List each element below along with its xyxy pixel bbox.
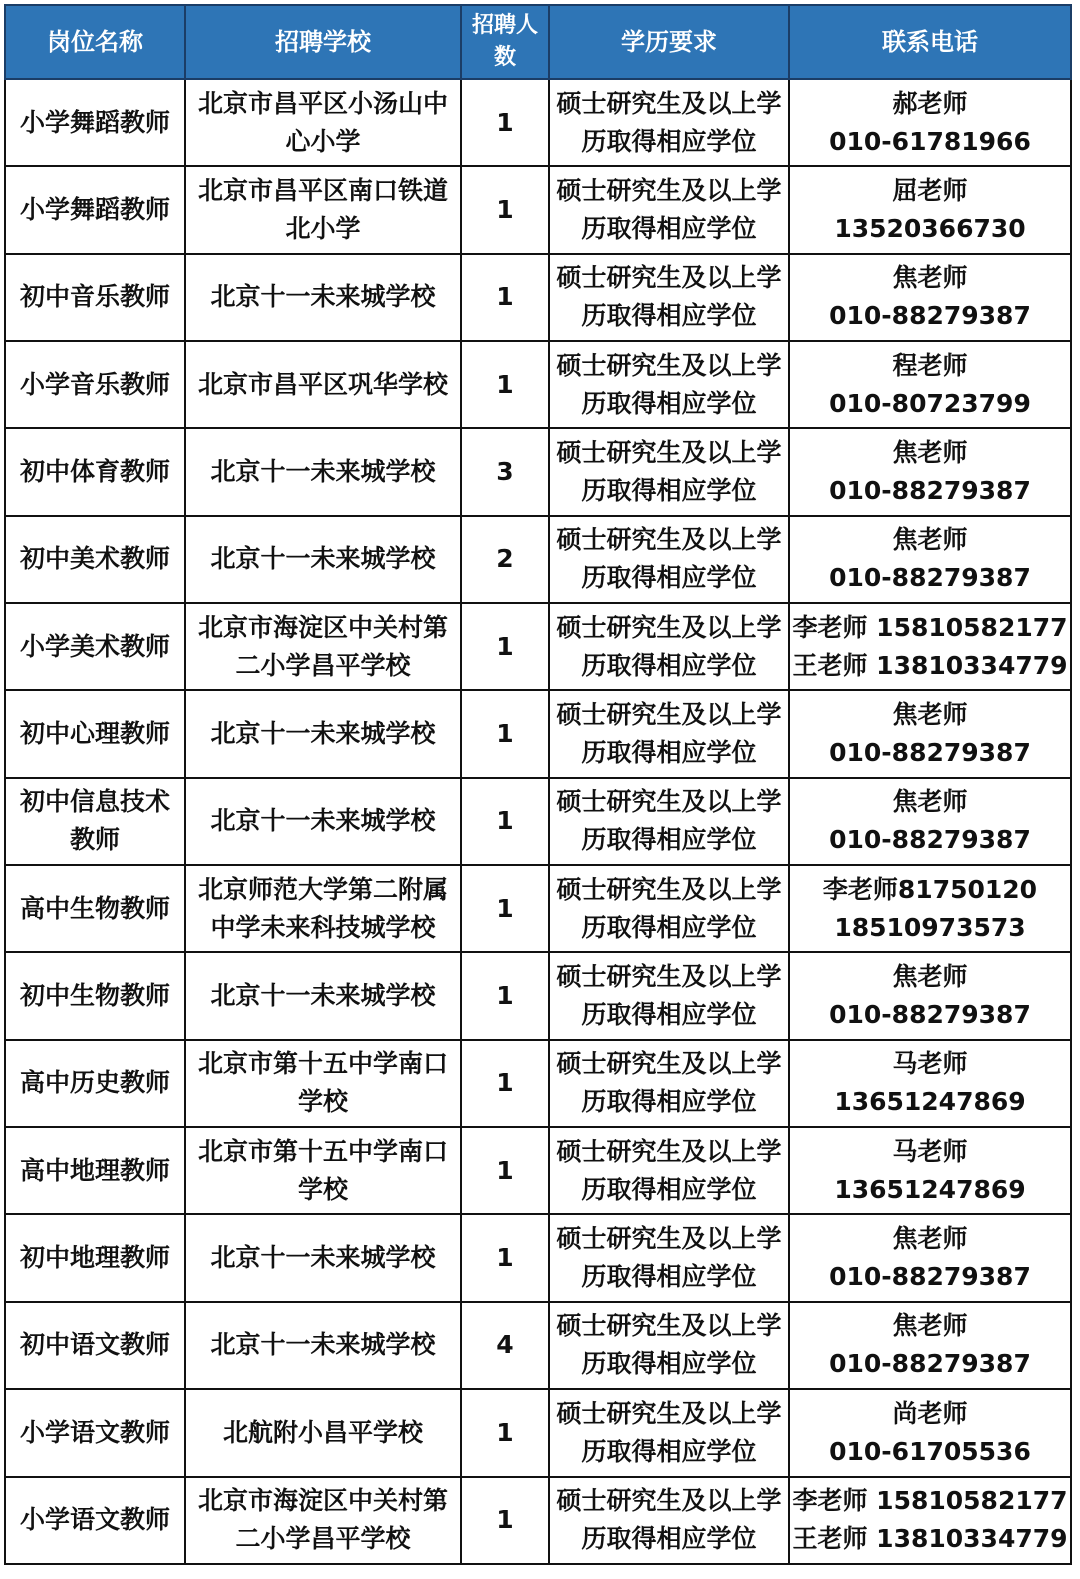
contact-line: 尚老师 [892,1398,968,1428]
contact-line: 010-80723799 [829,388,1031,418]
table-row [5,1389,1071,1476]
education-cell: 硕士研究生及以上学历取得相应学位 [549,254,789,341]
contact-cell [789,341,1071,428]
contact-line: 13651247869 [834,1174,1026,1204]
contact-line: 焦老师 [892,1311,968,1341]
recruitment-table [4,4,1072,1565]
count-cell: 1 [461,166,549,253]
school-cell: 北航附小昌平学校 [185,1389,461,1476]
position-cell: 初中音乐教师 [5,254,185,341]
school-cell: 北京十一未来城学校 [185,428,461,515]
count-cell: 1 [461,254,549,341]
contact-line: 马老师 [892,1136,968,1166]
school-cell: 北京十一未来城学校 [185,254,461,341]
education-cell: 硕士研究生及以上学历取得相应学位 [549,865,789,952]
school-cell: 北京市第十五中学南口学校 [185,1040,461,1127]
position-cell: 小学语文教师 [5,1389,185,1476]
table-row [5,1040,1071,1127]
table-row [5,516,1071,603]
table-header-row [5,5,1071,79]
position-cell: 小学舞蹈教师 [5,79,185,166]
contact-line: 王老师 13810334779 [792,1524,1068,1554]
contact-cell [789,1040,1071,1127]
contact-line: 焦老师 [892,1224,968,1254]
contact-cell [789,952,1071,1039]
contact-cell [789,865,1071,952]
education-cell: 硕士研究生及以上学历取得相应学位 [549,1040,789,1127]
count-cell: 1 [461,1214,549,1301]
contact-line: 010-88279387 [829,1262,1031,1292]
table-row [5,1302,1071,1389]
education-cell: 硕士研究生及以上学历取得相应学位 [549,603,789,690]
school-cell: 北京十一未来城学校 [185,1214,461,1301]
contact-line: 010-88279387 [829,738,1031,768]
contact-cell [789,1302,1071,1389]
count-cell: 2 [461,516,549,603]
education-cell: 硕士研究生及以上学历取得相应学位 [549,341,789,428]
contact-cell [789,1477,1071,1564]
position-cell: 初中地理教师 [5,1214,185,1301]
header-school: 招聘学校 [185,5,461,79]
count-cell: 1 [461,1477,549,1564]
school-cell: 北京市第十五中学南口学校 [185,1127,461,1214]
count-cell: 1 [461,79,549,166]
table-row [5,254,1071,341]
contact-cell [789,1389,1071,1476]
count-cell: 1 [461,778,549,865]
header-contact: 联系电话 [789,5,1071,79]
education-cell: 硕士研究生及以上学历取得相应学位 [549,1302,789,1389]
count-cell: 1 [461,341,549,428]
table-row [5,690,1071,777]
contact-line: 010-88279387 [829,563,1031,593]
contact-cell [789,1214,1071,1301]
contact-line: 焦老师 [892,525,968,555]
table-row [5,428,1071,515]
table-row [5,778,1071,865]
count-cell: 1 [461,865,549,952]
header-position: 岗位名称 [5,5,185,79]
education-cell: 硕士研究生及以上学历取得相应学位 [549,166,789,253]
count-cell: 1 [461,690,549,777]
table-row [5,166,1071,253]
education-cell: 硕士研究生及以上学历取得相应学位 [549,516,789,603]
table-row [5,603,1071,690]
position-cell: 初中信息技术教师 [5,778,185,865]
table-row [5,79,1071,166]
contact-cell [789,428,1071,515]
contact-cell [789,690,1071,777]
position-cell: 高中地理教师 [5,1127,185,1214]
contact-cell [789,1127,1071,1214]
position-cell: 小学美术教师 [5,603,185,690]
school-cell: 北京十一未来城学校 [185,1302,461,1389]
contact-line: 010-88279387 [829,1000,1031,1030]
school-cell: 北京十一未来城学校 [185,778,461,865]
table-row [5,1214,1071,1301]
position-cell: 初中生物教师 [5,952,185,1039]
contact-line: 屈老师 [892,176,968,206]
position-cell: 初中语文教师 [5,1302,185,1389]
contact-line: 马老师 [892,1049,968,1079]
contact-line: 010-88279387 [829,476,1031,506]
school-cell: 北京十一未来城学校 [185,952,461,1039]
school-cell: 北京市昌平区巩华学校 [185,341,461,428]
count-cell: 1 [461,952,549,1039]
education-cell: 硕士研究生及以上学历取得相应学位 [549,1389,789,1476]
contact-line: 010-88279387 [829,1349,1031,1379]
contact-line: 13651247869 [834,1087,1026,1117]
school-cell: 北京市海淀区中关村第二小学昌平学校 [185,1477,461,1564]
contact-line: 程老师 [892,350,968,380]
contact-line: 李老师 15810582177 [792,1486,1068,1516]
school-cell: 北京市昌平区南口铁道北小学 [185,166,461,253]
contact-line: 010-61705536 [829,1436,1031,1466]
count-cell: 1 [461,603,549,690]
position-cell: 小学舞蹈教师 [5,166,185,253]
contact-line: 郝老师 [892,88,968,118]
position-cell: 初中美术教师 [5,516,185,603]
contact-line: 13520366730 [834,214,1026,244]
contact-line: 王老师 13810334779 [792,650,1068,680]
education-cell: 硕士研究生及以上学历取得相应学位 [549,79,789,166]
contact-line: 010-88279387 [829,301,1031,331]
contact-cell [789,516,1071,603]
table-row [5,1477,1071,1564]
table-row [5,865,1071,952]
school-cell: 北京市昌平区小汤山中心小学 [185,79,461,166]
contact-cell [789,79,1071,166]
school-cell: 北京市海淀区中关村第二小学昌平学校 [185,603,461,690]
contact-line: 李老师 15810582177 [792,612,1068,642]
contact-cell [789,778,1071,865]
education-cell: 硕士研究生及以上学历取得相应学位 [549,690,789,777]
contact-line: 焦老师 [892,700,968,730]
header-count: 招聘人数 [461,5,549,79]
education-cell: 硕士研究生及以上学历取得相应学位 [549,1214,789,1301]
position-cell: 高中生物教师 [5,865,185,952]
contact-line: 焦老师 [892,787,968,817]
contact-line: 010-61781966 [829,126,1031,156]
count-cell: 1 [461,1127,549,1214]
contact-cell [789,254,1071,341]
education-cell: 硕士研究生及以上学历取得相应学位 [549,778,789,865]
position-cell: 小学语文教师 [5,1477,185,1564]
education-cell: 硕士研究生及以上学历取得相应学位 [549,952,789,1039]
table-row [5,1127,1071,1214]
education-cell: 硕士研究生及以上学历取得相应学位 [549,1127,789,1214]
count-cell: 4 [461,1302,549,1389]
contact-line: 李老师81750120 [822,874,1038,904]
position-cell: 初中心理教师 [5,690,185,777]
education-cell: 硕士研究生及以上学历取得相应学位 [549,1477,789,1564]
count-cell: 1 [461,1389,549,1476]
contact-cell [789,603,1071,690]
school-cell: 北京十一未来城学校 [185,516,461,603]
school-cell: 北京师范大学第二附属中学未来科技城学校 [185,865,461,952]
count-cell: 1 [461,1040,549,1127]
position-cell: 高中历史教师 [5,1040,185,1127]
contact-cell [789,166,1071,253]
position-cell: 小学音乐教师 [5,341,185,428]
contact-line: 18510973573 [834,912,1026,942]
table-row [5,952,1071,1039]
contact-line: 焦老师 [892,438,968,468]
position-cell: 初中体育教师 [5,428,185,515]
table-row [5,341,1071,428]
contact-line: 010-88279387 [829,825,1031,855]
education-cell: 硕士研究生及以上学历取得相应学位 [549,428,789,515]
school-cell: 北京十一未来城学校 [185,690,461,777]
header-education: 学历要求 [549,5,789,79]
contact-line: 焦老师 [892,962,968,992]
contact-line: 焦老师 [892,263,968,293]
count-cell: 3 [461,428,549,515]
